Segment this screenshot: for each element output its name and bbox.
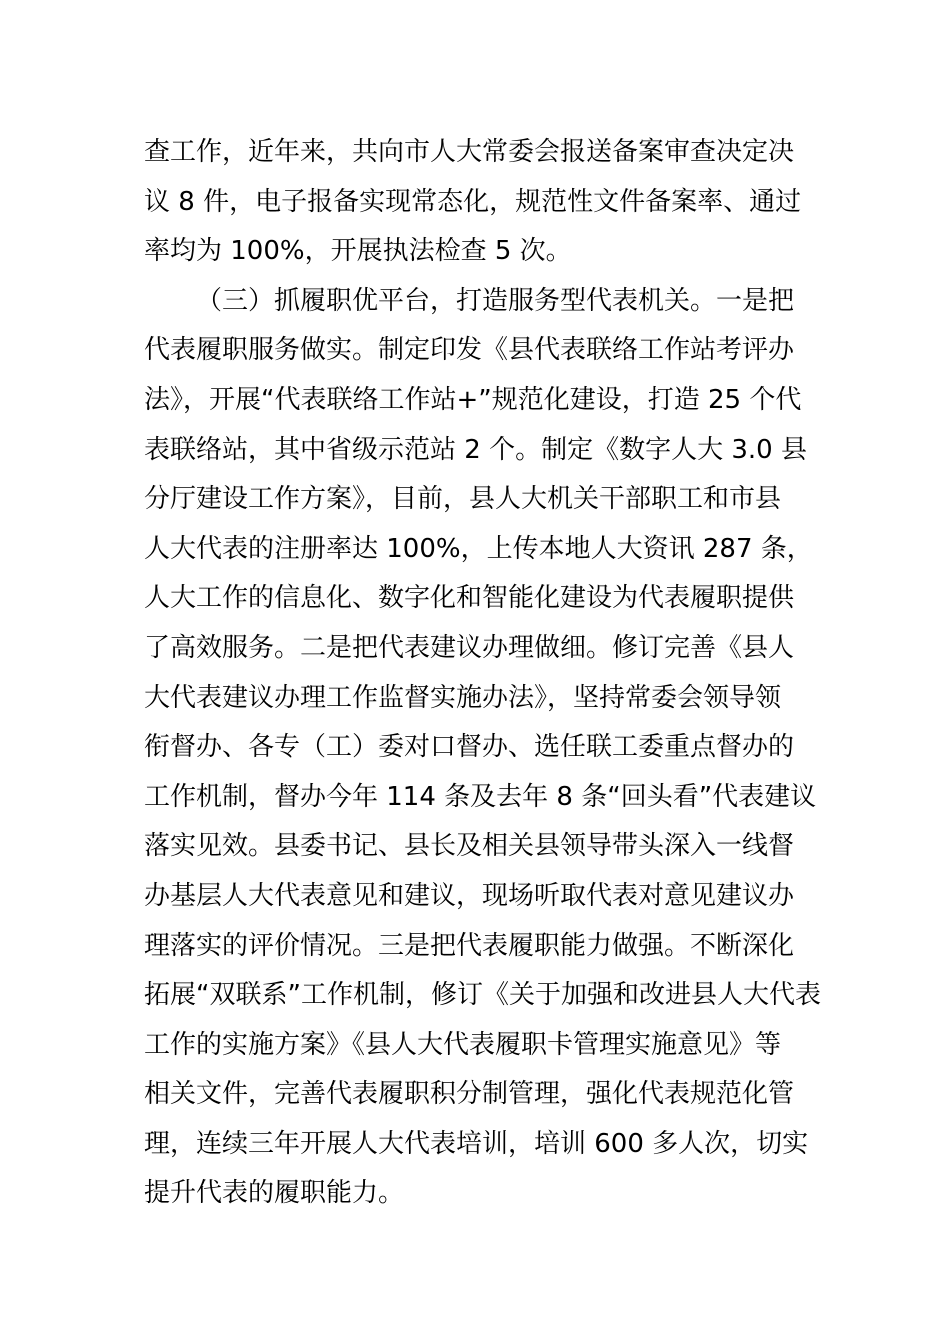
text-line: 落实见效。县委书记、县长及相关县领导带头深入一线督 bbox=[144, 831, 795, 862]
paragraph-start-line: （三）抓履职优平台，打造服务型代表机关。一是把 bbox=[196, 285, 795, 316]
text-line: 人大工作的信息化、数字化和智能化建设为代表履职提供 bbox=[144, 583, 795, 614]
text-line: 工作机制，督办今年 114 条及去年 8 条“回头看”代表建议 bbox=[144, 781, 817, 812]
text-line: 衔督办、各专（工）委对口督办、选任联工委重点督办的 bbox=[144, 732, 795, 763]
text-line: 率均为 100%，开展执法检查 5 次。 bbox=[144, 236, 572, 267]
text-line: 拓展“双联系”工作机制，修订《关于加强和改进县人大代表 bbox=[144, 980, 821, 1011]
text-line: 法》，开展“代表联络工作站+”规范化建设，打造 25 个代 bbox=[144, 384, 802, 415]
text-line: 查工作，近年来，共向市人大常委会报送备案审查决定决 bbox=[144, 137, 795, 167]
text-line: 分厅建设工作方案》，目前，县人大机关干部职工和市县 bbox=[144, 484, 782, 515]
text-line: 理落实的评价情况。三是把代表履职能力做强。不断深化 bbox=[144, 930, 795, 961]
text-line: 工作的实施方案》《县人大代表履职卡管理实施意见》等 bbox=[144, 1029, 782, 1060]
text-line: 提升代表的履职能力。 bbox=[144, 1178, 405, 1209]
text-line: 代表履职服务做实。制定印发《县代表联络工作站考评办 bbox=[144, 335, 795, 366]
text-line: 相关文件，完善代表履职积分制管理，强化代表规范化管 bbox=[144, 1079, 795, 1110]
text-line: 大代表建议办理工作监督实施办法》，坚持常委会领导领 bbox=[144, 682, 782, 713]
text-line: 人大代表的注册率达 100%，上传本地人大资讯 287 条， bbox=[144, 533, 813, 564]
text-line: 表联络站，其中省级示范站 2 个。制定《数字人大 3.0 县 bbox=[144, 434, 807, 465]
body-text bbox=[144, 128, 824, 1219]
text-line: 理，连续三年开展人大代表培训，培训 600 多人次，切实 bbox=[144, 1128, 809, 1159]
text-line: 议 8 件，电子报备实现常态化，规范性文件备案率、通过 bbox=[144, 186, 802, 217]
text-line: 了高效服务。二是把代表建议办理做细。修订完善《县人 bbox=[144, 632, 795, 663]
text-line: 办基层人大代表意见和建议，现场听取代表对意见建议办 bbox=[144, 880, 795, 911]
